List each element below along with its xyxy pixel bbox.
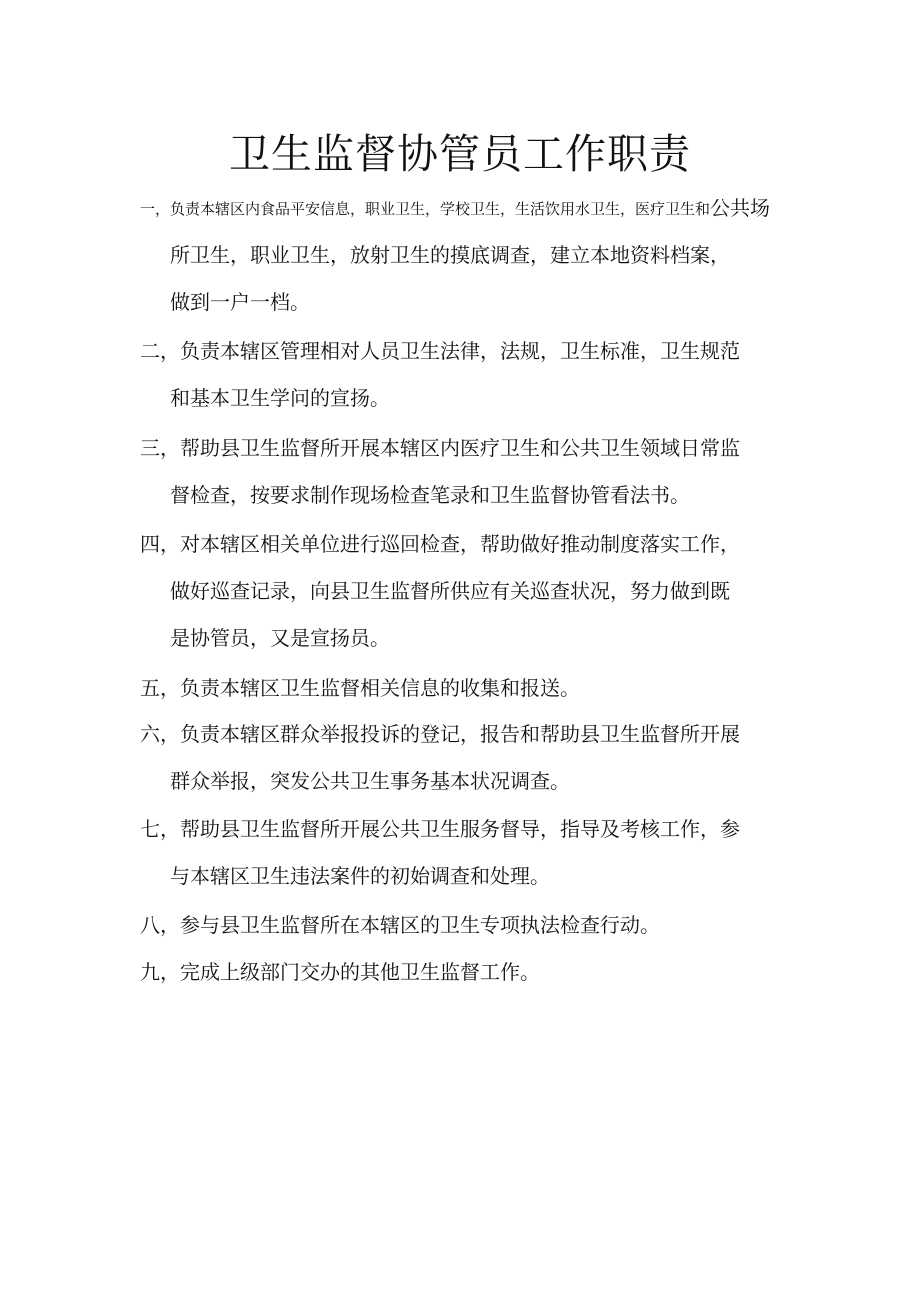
- duty-text: 公共场: [710, 196, 771, 220]
- duty-item-1: [140, 185, 800, 326]
- duty-line: 与本辖区卫生违法案件的初始调查和处理。: [170, 864, 550, 888]
- duty-line: 四，对本辖区相关单位进行巡回检查，帮助做好推动制度落实工作，: [140, 532, 740, 556]
- duty-line: 二，负责本辖区管理相对人员卫生法律，法规，卫生标准，卫生规范: [140, 339, 740, 363]
- duty-line: 做到一户一档。: [170, 290, 310, 314]
- duty-line: 三，帮助县卫生监督所开展本辖区内医疗卫生和公共卫生领域日常监: [140, 436, 740, 460]
- duty-line: 六，负责本辖区群众举报投诉的登记，报告和帮助县卫生监督所开展: [140, 722, 740, 746]
- duty-line: 所卫生，职业卫生，放射卫生的摸底调查，建立本地资料档案，: [170, 243, 730, 267]
- duty-line: 七，帮助县卫生监督所开展公共卫生服务督导，指导及考核工作，参: [140, 817, 740, 841]
- duty-line: 督检查，按要求制作现场检查笔录和卫生监督协管看法书。: [170, 483, 690, 507]
- duty-item-3: [140, 425, 800, 519]
- duty-item-4: [140, 521, 800, 662]
- duty-item-6: [140, 711, 800, 805]
- duty-line: 是协管员，又是宣扬员。: [170, 626, 390, 650]
- duty-line: 和基本卫生学问的宣扬。: [170, 386, 390, 410]
- duty-line: [140, 185, 800, 232]
- page-title: 卫生监督协管员工作职责: [229, 130, 691, 178]
- duty-text-small: 一，负责本辖区内食品平安信息，职业卫生，学校卫生，生活饮用水卫生，医疗卫生和: [140, 200, 711, 218]
- duty-line: 五，负责本辖区卫生监督相关信息的收集和报送。: [140, 676, 580, 700]
- duty-item-2: [140, 328, 800, 422]
- duty-line: 群众举报，突发公共卫生事务基本状况调查。: [170, 769, 570, 793]
- duty-line: 九，完成上级部门交办的其他卫生监督工作。: [140, 960, 540, 984]
- duty-item-8: [140, 902, 800, 949]
- duty-item-7: [140, 806, 800, 900]
- duty-item-5: [140, 665, 800, 712]
- duty-line: 八，参与县卫生监督所在本辖区的卫生专项执法检查行动。: [140, 913, 660, 937]
- duty-line: 做好巡查记录，向县卫生监督所供应有关巡查状况，努力做到既: [170, 579, 730, 603]
- duty-item-9: [140, 949, 800, 996]
